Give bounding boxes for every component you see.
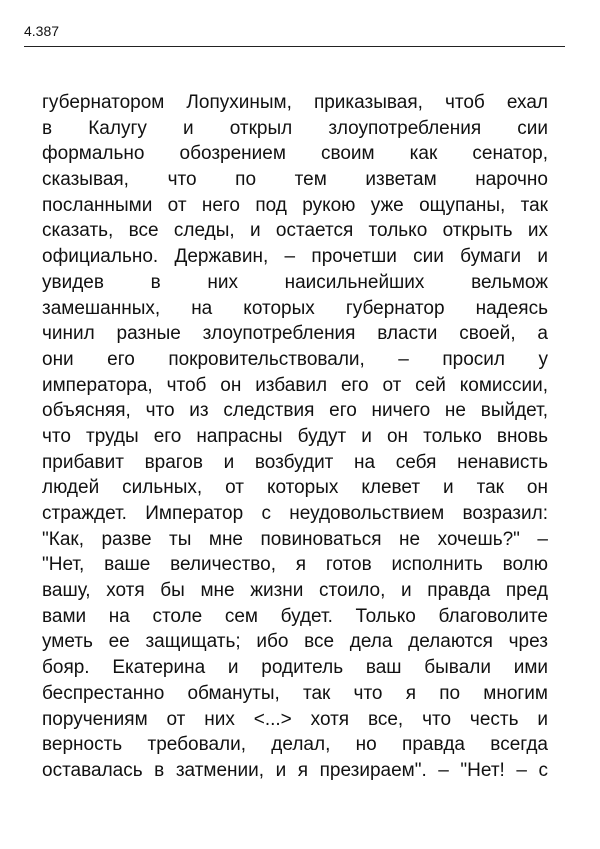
- text-line: оставалась в затмении, и я презираем". – "Нет! – с: [42, 759, 548, 781]
- text-line: объясняя, что из следствия его ничего не выйдет,: [42, 400, 548, 422]
- text-line: императора, чтоб он избавил его от сей комиссии,: [42, 374, 548, 396]
- text-line: увидев в них наисильнейших вельмож: [42, 271, 548, 293]
- text-line: прибавит врагов и возбудит на себя ненависть: [42, 451, 548, 473]
- text-line: посланными от него под рукою уже ощупаны, так: [42, 194, 548, 216]
- text-line: сказать, все следы, и остается только открыть их: [42, 220, 548, 242]
- text-line: в Калугу и открыл злоупотребления сии: [42, 117, 548, 139]
- text-line: они его покровительствовали, – просил у: [42, 348, 548, 370]
- text-line: замешанных, на которых губернатор надеясь: [42, 297, 548, 319]
- text-line: чинил разные злоупотребления власти своей, а: [42, 323, 548, 345]
- page-number: 4.387: [24, 23, 60, 39]
- text-line: беспрестанно обмануты, так что я по многим: [42, 682, 548, 704]
- text-line: вашу, хотя бы мне жизни стоило, и правда пред: [42, 580, 548, 602]
- text-line: что труды его напрасны будут и он только вновь: [42, 425, 548, 447]
- text-line: верность требовали, делал, но правда всегда: [42, 734, 548, 756]
- text-line: формально обозрением своим как сенатор,: [42, 143, 548, 165]
- body-text: [42, 90, 548, 784]
- text-line: бояр. Екатерина и родитель ваш бывали ими: [42, 657, 548, 679]
- header-divider: [24, 46, 565, 47]
- text-line: официально. Державин, – прочетши сии бумаги и: [42, 246, 548, 268]
- text-line: сказывая, что по тем изветам нарочно: [42, 169, 548, 191]
- text-line: "Как, разве ты мне повиноваться не хочешь?" –: [42, 528, 548, 550]
- text-line: уметь ее защищать; ибо все дела делаются чрез: [42, 631, 548, 653]
- text-line: губернатором Лопухиным, приказывая, чтоб ехал: [42, 92, 548, 113]
- text-line: "Нет, ваше величество, я готов исполнить волю: [42, 554, 548, 576]
- text-line: вами на столе сем будет. Только благоволите: [42, 605, 548, 627]
- text-line: поручениям от них <...> хотя все, что честь и: [42, 708, 548, 730]
- text-line: страждет. Император с неудовольствием возразил:: [42, 503, 548, 524]
- text-line: людей сильных, от которых клевет и так он: [42, 477, 548, 499]
